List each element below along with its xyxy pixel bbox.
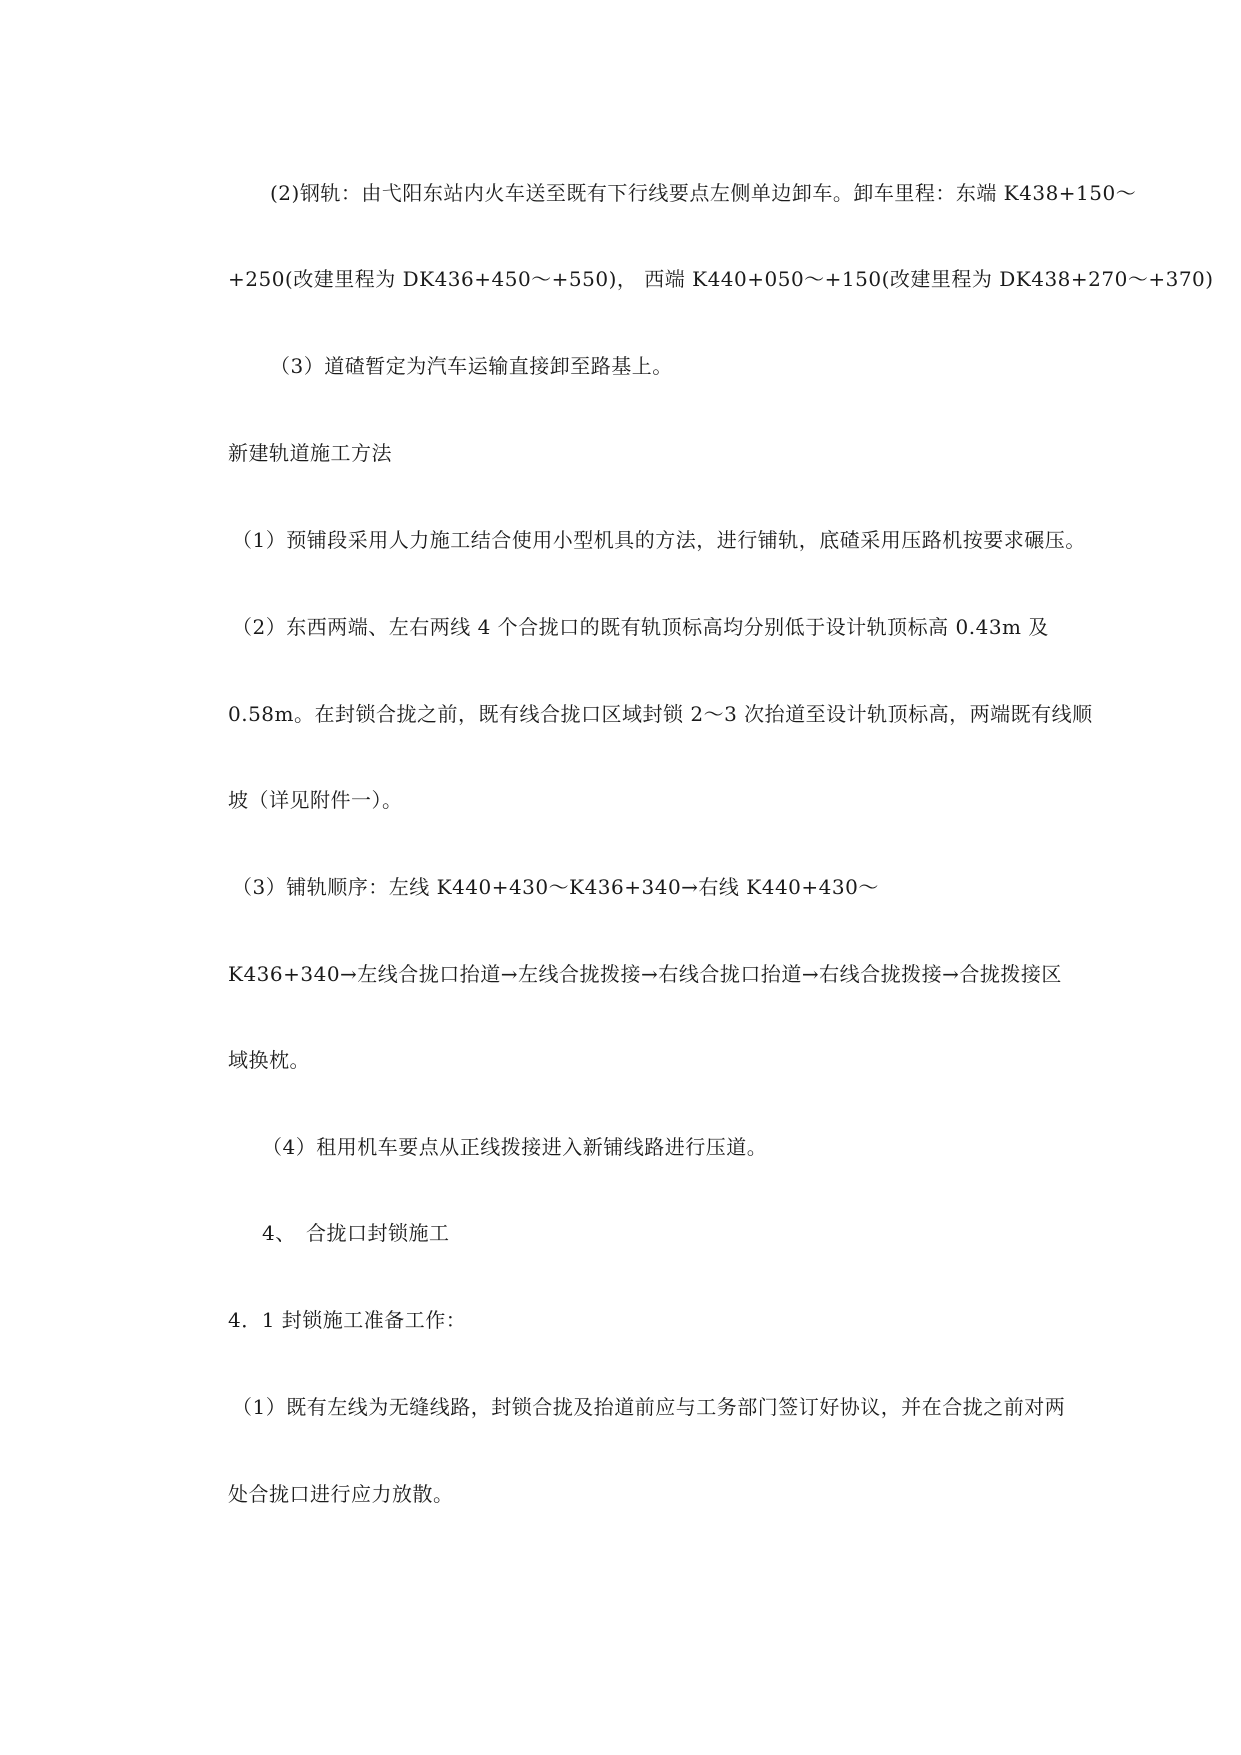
paragraph-closure-elevation: （2）东西两端、左右两线 4 个合拢口的既有轨顶标高均分别低于设计轨顶标高 0.43m 及 <box>232 615 1049 639</box>
subsection-heading-preparation: 4．1 封锁施工准备工作： <box>228 1308 467 1332</box>
section-heading-track-construction: 新建轨道施工方法 <box>228 441 392 465</box>
paragraph-laying-sequence-end: 域换枕。 <box>228 1048 310 1072</box>
paragraph-seamless-line-cont: 处合拢口进行应力放散。 <box>228 1482 454 1506</box>
paragraph-ballast: （3）道碴暂定为汽车运输直接卸至路基上。 <box>270 354 673 378</box>
paragraph-seamless-line: （1）既有左线为无缝线路，封锁合拢及抬道前应与工务部门签订好协议，并在合拢之前对两 <box>232 1395 1066 1419</box>
paragraph-rail-delivery: (2)钢轨：由弋阳东站内火车送至既有下行线要点左侧单边卸车。卸车里程：东端 K438+150～ <box>270 181 1137 205</box>
paragraph-laying-sequence: （3）铺轨顺序：左线 K440+430～K436+340→右线 K440+430～ <box>232 875 879 899</box>
section-number: 4、 <box>262 1221 296 1245</box>
paragraph-laying-sequence-cont: K436+340→左线合拢口抬道→左线合拢拨接→右线合拢口抬道→右线合拢拨接→合拢拨接区 <box>228 962 1062 986</box>
paragraph-closure-elevation-end: 坡（详见附件一）。 <box>228 788 403 812</box>
paragraph-rail-delivery-cont: +250(改建里程为 DK436+450～+550)， 西端 K440+050～+150(改建里程为 DK438+270～+370) <box>228 267 1214 291</box>
paragraph-locomotive: （4）租用机车要点从正线拨接进入新铺线路进行压道。 <box>262 1135 768 1159</box>
paragraph-prelaying: （1）预铺段采用人力施工结合使用小型机具的方法，进行铺轨，底碴采用压路机按要求碾压。 <box>232 528 1086 552</box>
section-heading-closure: 合拢口封锁施工 <box>306 1221 450 1245</box>
paragraph-closure-elevation-cont: 0.58m。在封锁合拢之前，既有线合拢口区域封锁 2～3 次抬道至设计轨顶标高，两端既有线顺 <box>228 702 1093 726</box>
